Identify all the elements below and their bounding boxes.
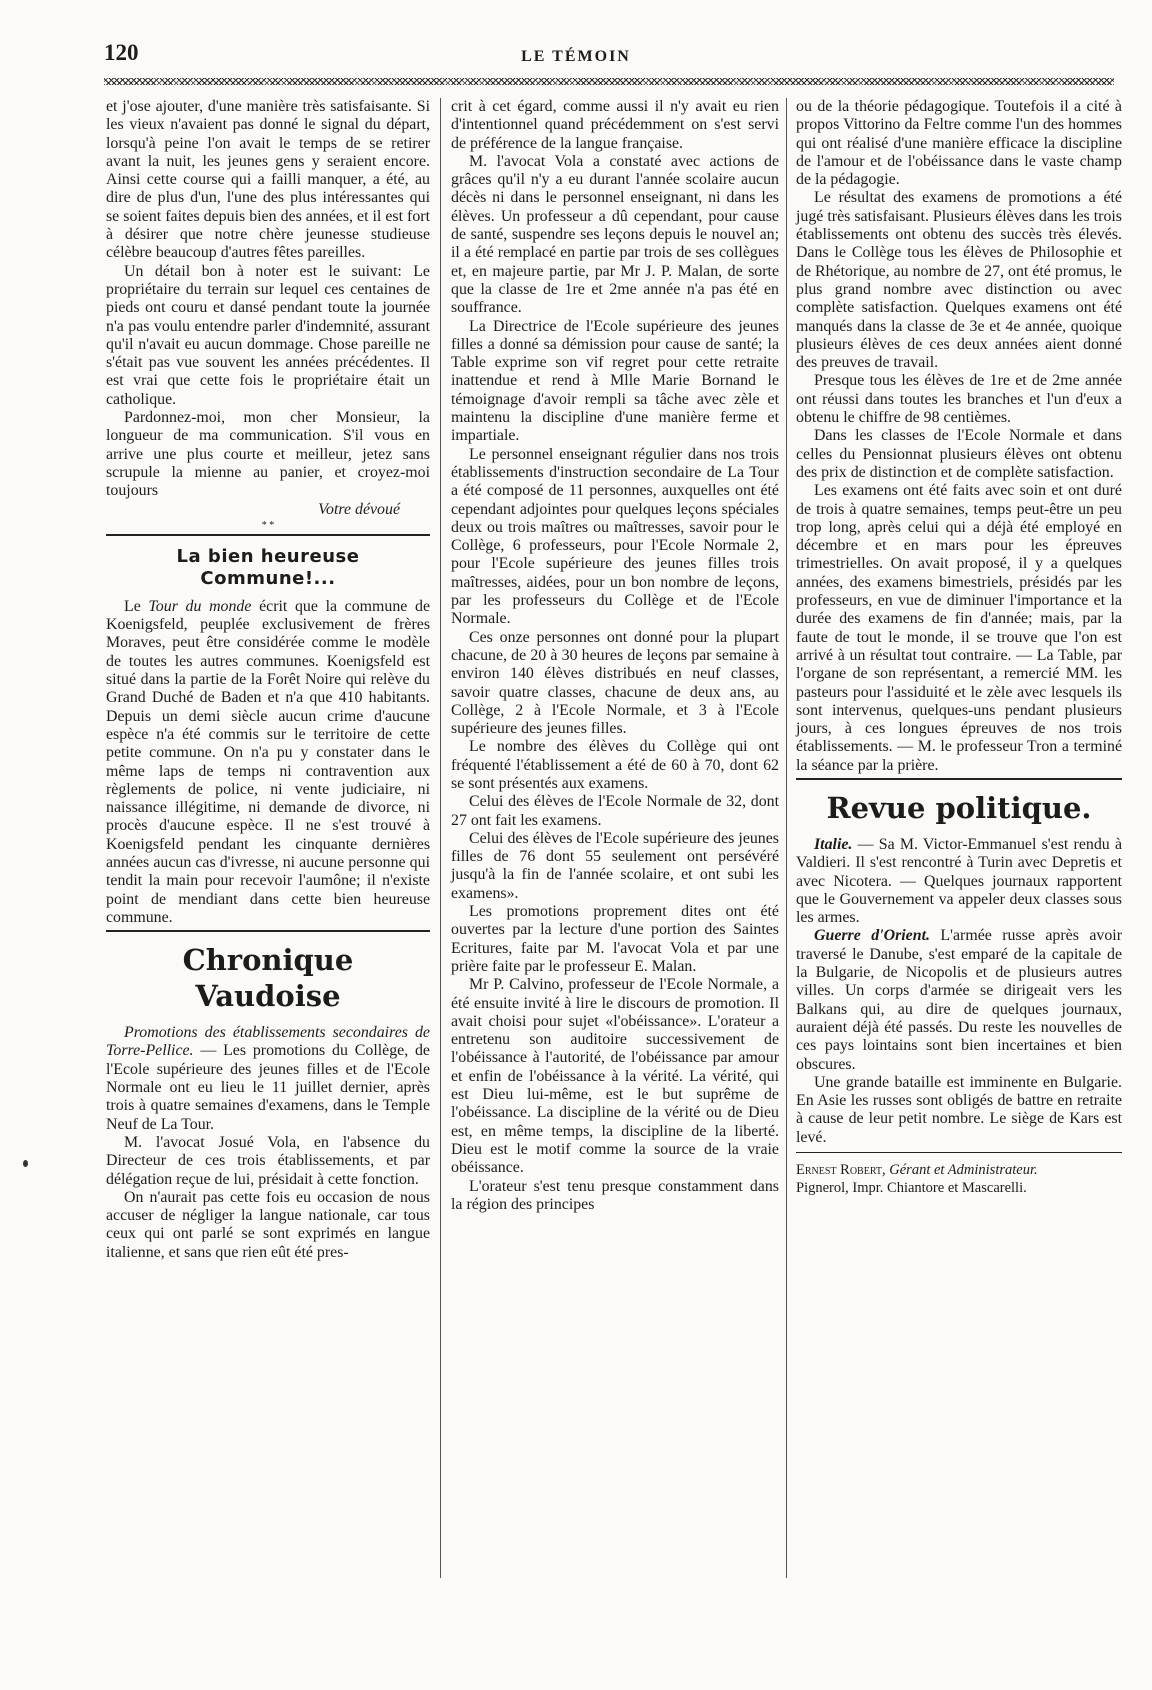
imprint-printer: Pignerol, Impr. Chiantore et Mascarelli. xyxy=(796,1180,1027,1197)
paragraph: Dans les classes de l'Ecole Normale et dans celles du Pensionnat plusieurs élèves ont obtenu des prix de distinction et de complète satisfaction. xyxy=(796,427,1122,481)
column-separator xyxy=(440,98,441,1578)
paragraph: La Directrice de l'Ecole supérieure des jeunes filles a donné sa démission pour cause de santé; la Table exprime son vif regret pour cette retraite inattendue et rend à Mlle Marie Bornand le témoignage d'avoir rempli sa tâche avec zèle et maintenu la discipline d'une manière ferme et impartiale. xyxy=(451,317,779,445)
column-1 xyxy=(106,98,430,1262)
paragraph: Italie. — Sa M. Victor-Emmanuel s'est rendu à Valdieri. Il s'est rencontré à Turin avec Depretis et avec Nicotera. — Quelques journaux rapportent que le Gouvernement va appeler deux classes sous les armes. xyxy=(796,835,1122,927)
paragraph: On n'aurait pas cette fois eu occasion de nous accuser de négliger la langue nationale, car tous ceux qui ont parlé se sont exprimés en langue italienne, et sans que rien eût été pres- xyxy=(106,1188,430,1261)
paragraph: crit à cet égard, comme aussi il n'y avait eu rien d'intentionnel quand précédemment on s'est servi de préférence de la langue française. xyxy=(451,98,779,152)
paragraph: Celui des élèves de l'Ecole Normale de 32, dont 27 ont fait les examens. xyxy=(451,793,779,829)
header-rule xyxy=(104,78,1114,85)
paragraph: Ces onze personnes ont donné pour la plupart chacune, de 20 à 30 heures de leçons par semaine à environ 140 élèves distribués en neuf classes, savoir quatre classes, chacune de deux ans, au Collège, 2 à l'Ecole Normale, et 3 à l'Ecole supérieure des jeunes filles. xyxy=(451,628,779,738)
paragraph: Les examens ont été faits avec soin et ont duré de trois à quatre semaines, temps peut-être un peu trop long, après celui qui a déjà été employé en décembre et en mars pour les épreuves trimestrielles. On avait proposé, il y a quelques années, des examens bimestriels, présidés par les professeurs, en vue de diminuer l'importance et la durée des examens de fin d'année; mais, par la faute de tout le monde, il se trouve que l'on est arrivé à un résultat tout contraire. — La Table, par l'organe de son représentant, a remercié MM. les pasteurs pour l'assiduité et le zèle avec lesquels ils sont intervenus, quelques-uns pendant plusieurs jours, à ces longues épreuves de nos trois établissements. — M. le professeur Tron a terminé la séance par la prière. xyxy=(796,482,1122,774)
paragraph: Mr P. Calvino, professeur de l'Ecole Normale, a été ensuite invité à lire le discours de promotion. Il avait choisi pour sujet «l'obéissance». L'orateur a entretenu son auditoire successivement de l'obéissance à l'autorité, de l'obéissance par amour et enfin de l'obéissance à la vérité. La vérité, qui est Dieu lui-même, est le but suprême de l'obéissance. La discipline de la vérité ou de Dieu est, en même temps, la discipline de la liberté. Dieu est le motif comme la source de la vraie obéissance. xyxy=(451,976,779,1177)
ink-spot xyxy=(23,1160,28,1167)
column-3 xyxy=(796,98,1122,1198)
section-heading: Revue politique. xyxy=(826,790,1092,825)
news-label: Guerre d'Orient. xyxy=(814,927,930,945)
paragraph: Pardonnez-moi, mon cher Monsieur, la longueur de ma communication. S'il vous en arrive une plus courte et meilleur, jetez sans scrupule la mienne au panier, et croyez-moi toujours xyxy=(106,409,430,500)
subheading: Promotions des établissements secondaires de Torre-Pellice. xyxy=(106,1024,430,1060)
paragraph: Le personnel enseignant régulier dans nos trois établissements d'instruction secondaire de La Tour a été composé de 11 personnes, auxquelles ont été cependant adjointes pour quelques leçons spéciales deux ou trois maîtres ou maîtresses, savoir pour le Collège, 6 professeurs, pour l'Ecole Normale 2, pour l'Ecole supérieure des jeunes filles trois maîtresses, aidées, pour un bon nombre de leçons, par les professeurs du Collège et de l'Ecole Normale. xyxy=(451,445,779,628)
paragraph: L'orateur s'est tenu presque constamment dans la région des principes xyxy=(451,1177,779,1213)
column-2 xyxy=(451,98,779,1214)
newspaper-title: LE TÉMOIN xyxy=(521,48,631,65)
paragraph: ou de la théorie pédagogique. Toutefois il a cité à propos Vittorino da Feltre comme l'un des hommes qui ont réalisé d'une manière efficace la discipline de l'amour et de l'obéissance dans le vaste champ de la pédagogie. xyxy=(796,98,1122,189)
section-rule xyxy=(106,930,430,932)
paragraph: Presque tous les élèves de 1re et de 2me année ont réussi dans toutes les branches et l'un d'eux a obtenu le chiffre de 98 centièmes. xyxy=(796,372,1122,427)
paragraph: Les promotions proprement dites ont été ouvertes par la lecture d'une portion des Saintes Ecritures, faite par M. l'avocat Vola et par une prière faite par le professeur E. Malan. xyxy=(451,903,779,975)
paragraph: Une grande bataille est imminente en Bulgarie. En Asie les russes sont obligés de battre en retraite à cause de leur petit nombre. Le siège de Kars est levé. xyxy=(796,1073,1122,1146)
section-rule xyxy=(796,778,1122,780)
article-heading: La bien heureuse Commune!... xyxy=(176,545,360,589)
paragraph: et j'ose ajouter, d'une manière très satisfaisante. Si les vieux n'avaient pas donné le signal du départ, lorsqu'à peine l'on avait le temps de se retirer avant la nuit, les jeunes gens y seraient encore. Ainsi cette course qui a failli manquer, a été, au dire de plus d'un, l'une des plus intéressantes qui se soient faites depuis bien des années, et il est fort à désirer que notre chère jeunesse studieuse célèbre beaucoup d'autres fêtes pareilles. xyxy=(106,98,430,262)
paragraph: Le résultat des examens de promotions a été jugé très satisfaisant. Plusieurs élèves dans les trois établissements ont obtenu des succès très élevés. Dans le Collège tous les élèves de Philosophie et de Rhétorique, au nombre de 27, ont été promus, le plus grand nombre avec distinction ou avec complète satisfaction. Quelques examens ont été manqués dans la classe de 3e et 4e année, quoique plusieurs élèves de ces deux années aient donné des preuves de travail. xyxy=(796,189,1122,372)
paragraph: Guerre d'Orient. L'armée russe après avoir traversé le Danube, s'est emparé de la capitale de la Bulgarie, de Nicopolis et de plusieurs autres villes. Un corps d'armée se dirigeait vers les Balkans qui, au dire de quelques journaux, auraient déjà été passés. Du reste les nouvelles de ces pays lointains sont bien incertaines et bien obscures. xyxy=(796,927,1123,1073)
paragraph: M. l'avocat Vola a constaté avec actions de grâces qu'il n'y a eu durant l'année scolaire aucun décès ni dans le personnel enseignant, ni dans les élèves. Un professeur a dû cependant, pour cause de santé, suspendre ses leçons depuis le nouvel an; il a été remplacé en partie par trois de ses collègues et, en majeure partie, par Mr J. P. Malan, de sorte que la classe de 1re et 2me année n'a pas été en souffrance. xyxy=(451,152,779,317)
page-number: 120 xyxy=(104,40,139,65)
imprint-manager: Ernest Robert, Gérant et Administrateur. xyxy=(796,1162,1038,1179)
paragraph: Le Tour du monde écrit que la commune de Koenigsfeld, peuplée exclusivement de frères Moraves, peut être considérée comme le modèle de toutes les autres communes. Koenigsfeld est situé dans la partie de la Forêt Noire qui relève du Grand Duché de Baden et n'a que 410 habitants. Depuis un demi siècle aucun crime d'aucune espèce n'a été commis sur le territoire de cette petite commune. On n'a pu y constater dans le même laps de temps ni contravention aux règlements de police, ni vente judiciaire, ni naissance illégitime, ni demande de divorce, ni procès d'aucune espèce. Il ne s'est trouvé à Koenigsfeld pendant les cinquante dernières années aucun cas d'ivresse, ni aucune personne qui tendit la main pour recevoir l'aumône; il n'existe point de mendiant dans cette bien heureuse commune. xyxy=(106,597,430,926)
section-rule xyxy=(106,534,430,536)
letter-signature: Votre dévoué xyxy=(318,500,400,518)
publication-title: Tour du monde xyxy=(148,597,252,615)
paragraph: M. l'avocat Josué Vola, en l'absence du Directeur de ces trois établissements, et par délégation reçue de lui, présidait à cette fonction. xyxy=(106,1133,430,1188)
paragraph: Promotions des établissements secondaires de Torre-Pellice. — Les promotions du Collège, de l'Ecole supérieure des jeunes filles et de l'Ecole Normale ont eu lieu le 11 juillet dernier, après trois à quatre semaines d'examens, dans le Temple Neuf de La Tour. xyxy=(106,1024,430,1133)
paragraph: Le nombre des élèves du Collège qui ont fréquenté l'établissement a été de 60 à 70, dont 62 se sont présentés aux examens. xyxy=(451,738,779,792)
section-stars: * * xyxy=(261,519,275,531)
paragraph: Un détail bon à noter est le suivant: Le propriétaire du terrain sur lequel ces centaines de pieds ont couru et dansé pendant toute la journée n'a pas voulu entendre parler d'indemnité, assurant qu'il n'avait eu aucun dommage. Chose pareille ne s'était pas vue souvent les années précédentes. Il est vrai que cette fois le propriétaire était un catholique. xyxy=(106,262,430,408)
paragraph: Celui des élèves de l'Ecole supérieure des jeunes filles de 76 dont 55 seulement ont persévéré jusqu'à la fin de l'année scolaire, et ont subi les examens». xyxy=(451,829,779,902)
section-heading: Chronique Vaudoise xyxy=(182,943,354,1014)
imprint-rule xyxy=(796,1152,1122,1153)
news-label: Italie. xyxy=(814,835,853,853)
column-separator xyxy=(786,98,787,1578)
